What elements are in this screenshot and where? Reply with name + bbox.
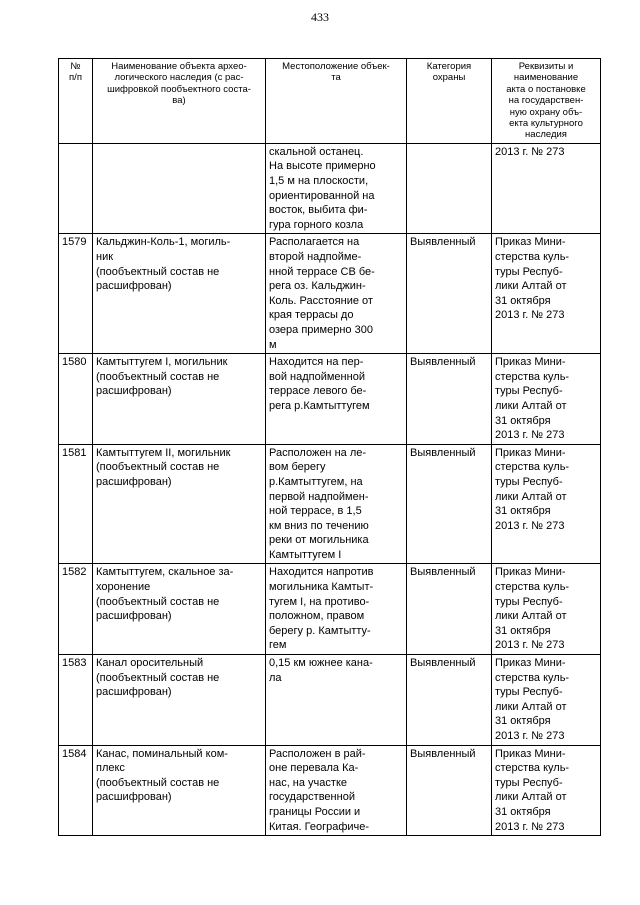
object-location: скальной останец. На высоте примерно 1,5 м на плоскости, ориентированной на восток, выбита фи- гура горного козла — [266, 143, 407, 234]
protection-category: Выявленный — [407, 745, 492, 836]
protection-category: Выявленный — [407, 655, 492, 746]
protection-category: Выявленный — [407, 354, 492, 445]
heritage-registry-table — [58, 58, 601, 836]
row-number: 1580 — [59, 354, 93, 445]
row-number: 1584 — [59, 745, 93, 836]
header-location: Местоположение объек- та — [266, 59, 407, 144]
object-name: Кальджин-Коль-1, могиль- ник (пообъектный состав не расшифрован) — [93, 234, 266, 354]
table-row — [59, 745, 601, 836]
protection-act: Приказ Мини- стерства куль- туры Респуб- лики Алтай от 31 октября 2013 г. № 273 — [492, 655, 601, 746]
table-row — [59, 234, 601, 354]
protection-act: Приказ Мини- стерства куль- туры Респуб- лики Алтай от 31 октября 2013 г. № 273 — [492, 234, 601, 354]
protection-category: Выявленный — [407, 564, 492, 655]
object-name: Камтыттугем I, могильник (пообъектный состав не расшифрован) — [93, 354, 266, 445]
row-number: 1583 — [59, 655, 93, 746]
header-num: № п/п — [59, 59, 93, 144]
header-name: Наименование объекта архео- логического наследия (с рас- шифровкой пообъектного соста- ва) — [93, 59, 266, 144]
object-location: Расположен на ле- вом берегу р.Камтыттугем, на первой надпоймен- ной террасе, в 1,5 км вниз по течению реки от могильника Камтыттугем I — [266, 444, 407, 564]
protection-act: 2013 г. № 273 — [492, 143, 601, 234]
row-number — [59, 143, 93, 234]
object-name — [93, 143, 266, 234]
page-number: 433 — [311, 10, 329, 24]
table-row — [59, 354, 601, 445]
object-name: Канал оросительный (пообъектный состав не расшифрован) — [93, 655, 266, 746]
table-row — [59, 655, 601, 746]
protection-act: Приказ Мини- стерства куль- туры Респуб- лики Алтай от 31 октября 2013 г. № 273 — [492, 745, 601, 836]
protection-act: Приказ Мини- стерства куль- туры Респуб- лики Алтай от 31 октября 2013 г. № 273 — [492, 564, 601, 655]
protection-act: Приказ Мини- стерства куль- туры Респуб- лики Алтай от 31 октября 2013 г. № 273 — [492, 444, 601, 564]
protection-category — [407, 143, 492, 234]
table-row — [59, 444, 601, 564]
protection-category: Выявленный — [407, 234, 492, 354]
protection-act: Приказ Мини- стерства куль- туры Респуб- лики Алтай от 31 октября 2013 г. № 273 — [492, 354, 601, 445]
object-name: Канас, поминальный ком- плекс (пообъектный состав не расшифрован) — [93, 745, 266, 836]
object-location: Находится напротив могильника Камтыт- тугем I, на противо- положном, правом берегу р. Камтытту- гем — [266, 564, 407, 655]
object-location: Находится на пер- вой надпойменной террасе левого бе- рега р.Камтыттугем — [266, 354, 407, 445]
header-document: Реквизиты и наименование акта о постановке на государствен- ную охрану объ- екта культурного наследия — [492, 59, 601, 144]
object-name: Камтыттугем II, могильник (пообъектный состав не расшифрован) — [93, 444, 266, 564]
row-number: 1581 — [59, 444, 93, 564]
object-location: Располагается на второй надпойме- нной террасе СВ бе- рега оз. Кальджин- Коль. Расстояние от края террасы до озера примерно 300 м — [266, 234, 407, 354]
object-location: Расположен в рай- оне перевала Ка- нас, на участке государственной границы России и Китая. Географиче- — [266, 745, 407, 836]
row-number: 1582 — [59, 564, 93, 655]
object-location: 0,15 км южнее кана- ла — [266, 655, 407, 746]
row-number: 1579 — [59, 234, 93, 354]
object-name: Камтыттугем, скальное за- хоронение (пообъектный состав не расшифрован) — [93, 564, 266, 655]
table-row — [59, 143, 601, 234]
table-row — [59, 564, 601, 655]
table-header-row — [59, 59, 601, 144]
protection-category: Выявленный — [407, 444, 492, 564]
header-category: Категория охраны — [407, 59, 492, 144]
